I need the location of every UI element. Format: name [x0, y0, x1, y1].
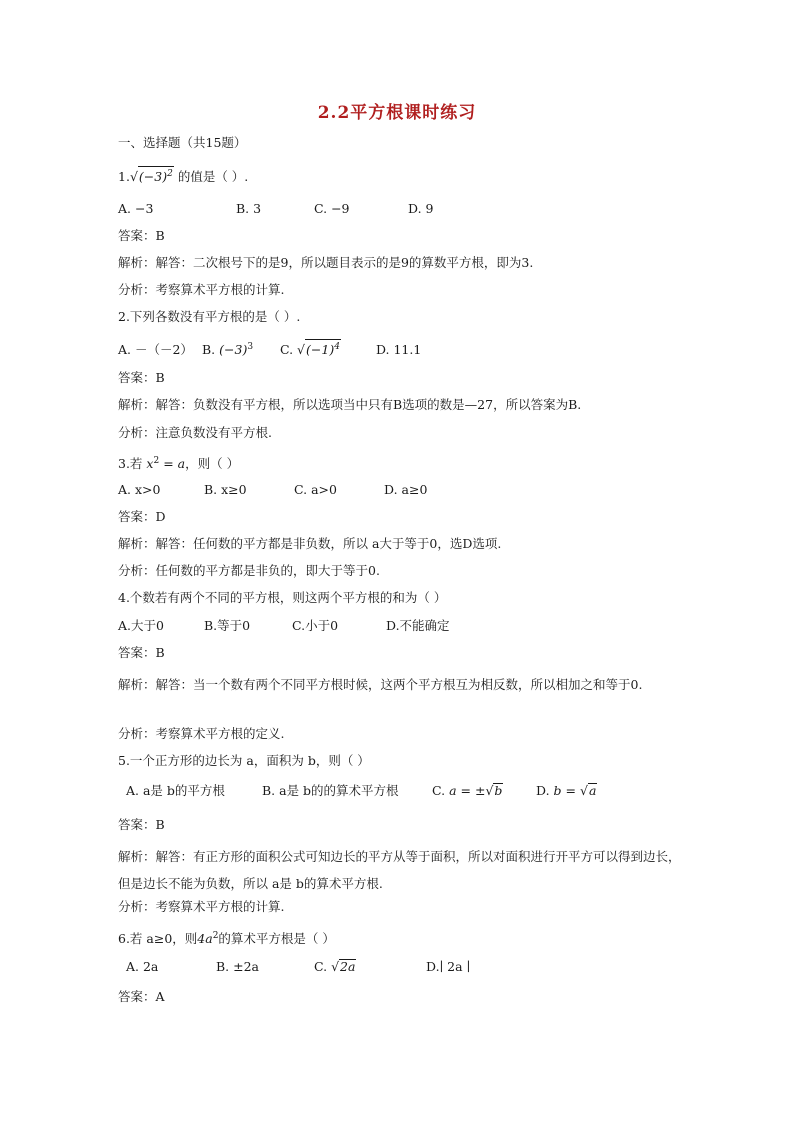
q5-option-a: A. a是 b的平方根 — [126, 783, 225, 798]
q1-suffix: 的值是（ ）. — [177, 169, 249, 185]
question-1-options — [118, 200, 433, 218]
q5-explanation: 解析：解答：有正方形的面积公式可知边长的平方从等于面积，所以对面积进行开平方可以得到边长，但是边长不能为负数，所以 a是 b的算术平方根. — [118, 849, 681, 891]
question-1-stem: $1.√(-3)^2$ 的值是（ ）. — [118, 166, 248, 186]
page-title: 2.2平方根课时练习 — [317, 103, 477, 123]
question-3-options — [118, 481, 427, 499]
q1-sqrt: $(-3)^2$ — [138, 166, 174, 184]
q2-option-b: B. $(-3)^3$ — [201, 342, 254, 358]
q2-explanation: 解析：解答：负数没有平方根，所以选项当中只有B选项的数是—27，所以答案为B. — [118, 397, 582, 412]
q4-option-a: A.大于0 — [118, 618, 164, 633]
question-2-stem: 2.下列各数没有平方根的是（ ）. — [118, 309, 301, 324]
q6-option-c: C. √2a — [314, 959, 356, 974]
q3-option-a: A. x>0 — [118, 482, 161, 497]
q2-option-a: A. －（－2） — [118, 342, 193, 358]
q6-answer: 答案：A — [118, 989, 165, 1004]
q1-option-d: D. 9 — [408, 201, 434, 216]
q5-answer: 答案：B — [118, 817, 165, 832]
question-4-options — [118, 617, 450, 635]
q3-option-c: C. a>0 — [294, 482, 337, 497]
q4-analysis: 分析：考察算术平方根的定义. — [118, 726, 285, 741]
q3-option-b: B. x≥0 — [204, 482, 247, 497]
question-5-stem: 5.一个正方形的边长为 a，面积为 b，则（ ） — [118, 753, 370, 768]
q2-answer: 答案：B — [118, 370, 165, 385]
q5-option-c: C. a = ±√b — [432, 783, 503, 798]
q3-answer: 答案：D — [118, 509, 166, 524]
q6-option-d: D.∣ 2a ∣ — [426, 959, 471, 974]
section-heading: 一、选择题（共15题） — [118, 135, 247, 150]
q3-explanation: 解析：解答：任何数的平方都是非负数，所以 a大于等于0，选D选项. — [118, 536, 502, 551]
q2-option-d: D. 11.1 — [375, 342, 422, 358]
question-4-stem: 4.个数若有两个不同的平方根，则这两个平方根的和为（ ） — [118, 590, 447, 605]
question-2-options — [118, 338, 421, 359]
q4-option-d: D.不能确定 — [386, 618, 450, 633]
q2-analysis: 分析：注意负数没有平方根. — [118, 425, 272, 440]
question-6-stem: 6.若 a≥0，则$4a^2$的算术平方根是（ ） — [118, 931, 335, 947]
q4-explanation: 解析：解答：当一个数有两个不同平方根时候，这两个平方根互为相反数，所以相加之和等于0. — [118, 677, 643, 692]
q3-option-d: D. a≥0 — [384, 482, 428, 497]
q5-option-d: D. b = √a — [536, 783, 597, 798]
q3-analysis: 分析：任何数的平方都是非负的，即大于等于0. — [118, 563, 380, 578]
q4-option-c: C.小于0 — [292, 618, 339, 633]
question-3-stem: 3.若 $x^2 = a$，则（ ） — [118, 456, 240, 472]
q2-option-c: C. $√(-1)^4$ — [280, 339, 372, 359]
question-5-options — [126, 782, 597, 800]
q5-option-b: B. a是 b的的算术平方根 — [262, 783, 399, 798]
q1-option-c: C. −9 — [314, 201, 350, 216]
q1-prefix: 1. — [118, 169, 130, 185]
q6-option-b: B. ±2a — [216, 959, 260, 974]
question-6-options — [126, 958, 470, 976]
q4-answer: 答案：B — [118, 645, 165, 660]
q4-option-b: B.等于0 — [204, 618, 251, 633]
q1-option-b: B. 3 — [236, 201, 262, 216]
q1-option-a: A. −3 — [118, 201, 154, 216]
q1-analysis: 分析：考察算术平方根的计算. — [118, 282, 285, 297]
q1-answer: 答案：B — [118, 228, 165, 243]
q1-explanation: 解析：解答：二次根号下的是9，所以题目表示的是9的算数平方根，即为3. — [118, 255, 534, 270]
q5-analysis: 分析：考察算术平方根的计算. — [118, 899, 285, 914]
q6-option-a: A. 2a — [126, 959, 159, 974]
